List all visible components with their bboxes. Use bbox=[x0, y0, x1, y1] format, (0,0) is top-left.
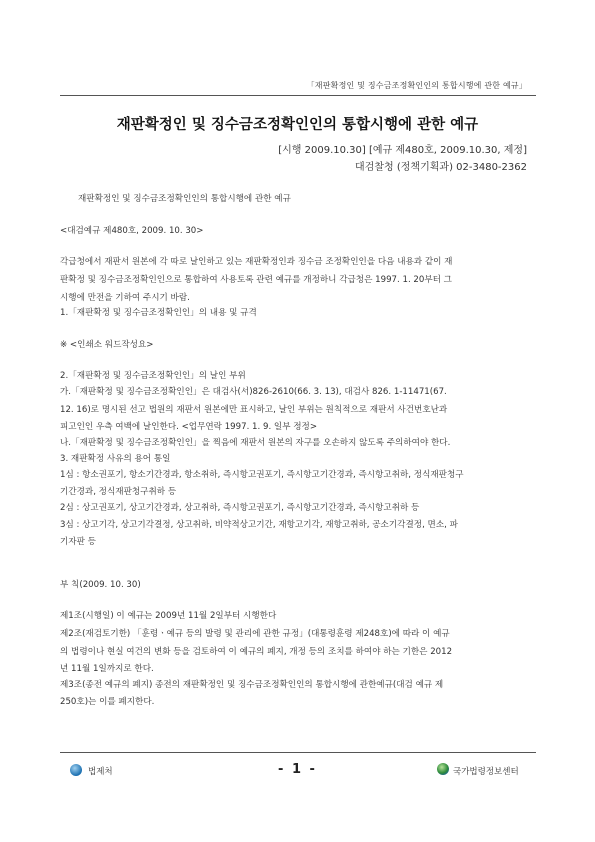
section-1-heading: 1.「재판확정 및 징수금조정확인인」의 내용 및 규격 bbox=[60, 308, 257, 318]
section-2a-line: 가.「재판확정 및 징수금조정확인인」은 대검사(서)826-2610(66. 3. 13), 대검사 826. 1-11471(67. bbox=[60, 387, 447, 397]
section-3-1-line: 기간경과, 정식재판청구취하 등 bbox=[60, 487, 177, 497]
running-header: 「재판확정인 및 징수금조정확인인의 통합시행에 관한 예규」 bbox=[306, 81, 527, 90]
section-2b: 나.「재판확정 및 징수금조정확인인」을 찍음에 재판서 원본의 자구를 오손하지 않도록 주의하여야 한다. bbox=[60, 438, 451, 448]
page-number: - 1 - bbox=[278, 762, 317, 777]
article-2-line: 년 11월 1일까지로 한다. bbox=[60, 664, 154, 674]
footer-divider bbox=[60, 752, 536, 753]
section-2-heading: 2.「재판확정 및 징수금조정확인인」의 날인 부위 bbox=[60, 371, 246, 381]
intro-line: 시행에 만전을 기하여 주시기 바람. bbox=[60, 293, 190, 303]
section-2a-line: 12. 16)로 명시된 선고 법원의 재판서 원본에만 표시하고, 날인 부위는 원칙적으로 재판서 사건번호난과 bbox=[60, 405, 448, 415]
article-3-line: 250호)는 이를 폐지한다. bbox=[60, 697, 155, 707]
note: ※ <인쇄소 워드작성요> bbox=[60, 340, 154, 350]
section-3-2: 2심 : 상고권포기, 상고기간경과, 상고취하, 즉시항고권포기, 즉시항고기간경과, 즉시항고취하 등 bbox=[60, 503, 420, 513]
law-center-logo-icon bbox=[437, 763, 449, 775]
contact-info: 대검찰청 (정책기획과) 02-3480-2362 bbox=[355, 162, 527, 173]
intro-line: 각급청에서 재판서 원본에 각 따로 날인하고 있는 재판확정인과 징수금 조정확인인을 다음 내용과 같이 재 bbox=[60, 257, 453, 267]
section-3-heading: 3. 재판확정 사유의 용어 통일 bbox=[60, 454, 171, 464]
article-3-line: 제3조(종전 예규의 폐지) 종전의 재판확정인 및 징수금조정확인인의 통합시행에 관한예규(대검 예규 제 bbox=[60, 680, 444, 690]
intro-line: 판확정 및 징수금조정확인인으로 통합하여 사용토록 관련 예규를 개정하니 각급청은 1997. 1. 20부터 그 bbox=[60, 275, 452, 285]
enforcement-info: [시행 2009.10.30] [예규 제480호, 2009.10.30, 제정] bbox=[278, 145, 527, 156]
article-2-line: 제2조(재검토기한) 「훈령ㆍ예규 등의 발령 및 관리에 관한 규정」(대통령훈령 제248호)에 따라 이 예규 bbox=[60, 629, 450, 639]
header-divider bbox=[60, 95, 536, 96]
document-title: 재판확정인 및 징수금조정확인인의 통합시행에 관한 예규 bbox=[116, 117, 479, 133]
section-3-3-line: 3심 : 상고기각, 상고기각결정, 상고취하, 비약적상고기간, 재항고기각, 재항고취하, 공소기각결정, 면소, 파 bbox=[60, 520, 458, 530]
footer-left-label: 법제처 bbox=[88, 767, 113, 777]
subtitle: 재판확정인 및 징수금조정확인인의 통합시행에 관한 예규 bbox=[78, 194, 291, 204]
appendix-heading: 부 칙(2009. 10. 30) bbox=[60, 580, 141, 590]
rule-number: <대검예규 제480호, 2009. 10. 30> bbox=[60, 226, 204, 236]
article-2-line: 의 법령이나 현실 여건의 변화 등을 검토하여 이 예규의 폐지, 개정 등의 조치를 하여야 하는 기한은 2012 bbox=[60, 647, 453, 657]
article-1: 제1조(시행일) 이 예규는 2009년 11월 2일부터 시행한다 bbox=[60, 611, 277, 621]
section-3-3-line: 기자판 등 bbox=[60, 537, 96, 547]
section-3-1-line: 1심 : 항소권포기, 항소기간경과, 항소취하, 즉시항고권포기, 즉시항고기간경과, 즉시항고취하, 정식재판청구 bbox=[60, 470, 464, 480]
section-2a-line: 피고인인 우측 여백에 날인한다. <업무연락 1997. 1. 9. 일부 정정> bbox=[60, 422, 318, 432]
footer-right-label: 국가법령정보센터 bbox=[453, 767, 519, 777]
